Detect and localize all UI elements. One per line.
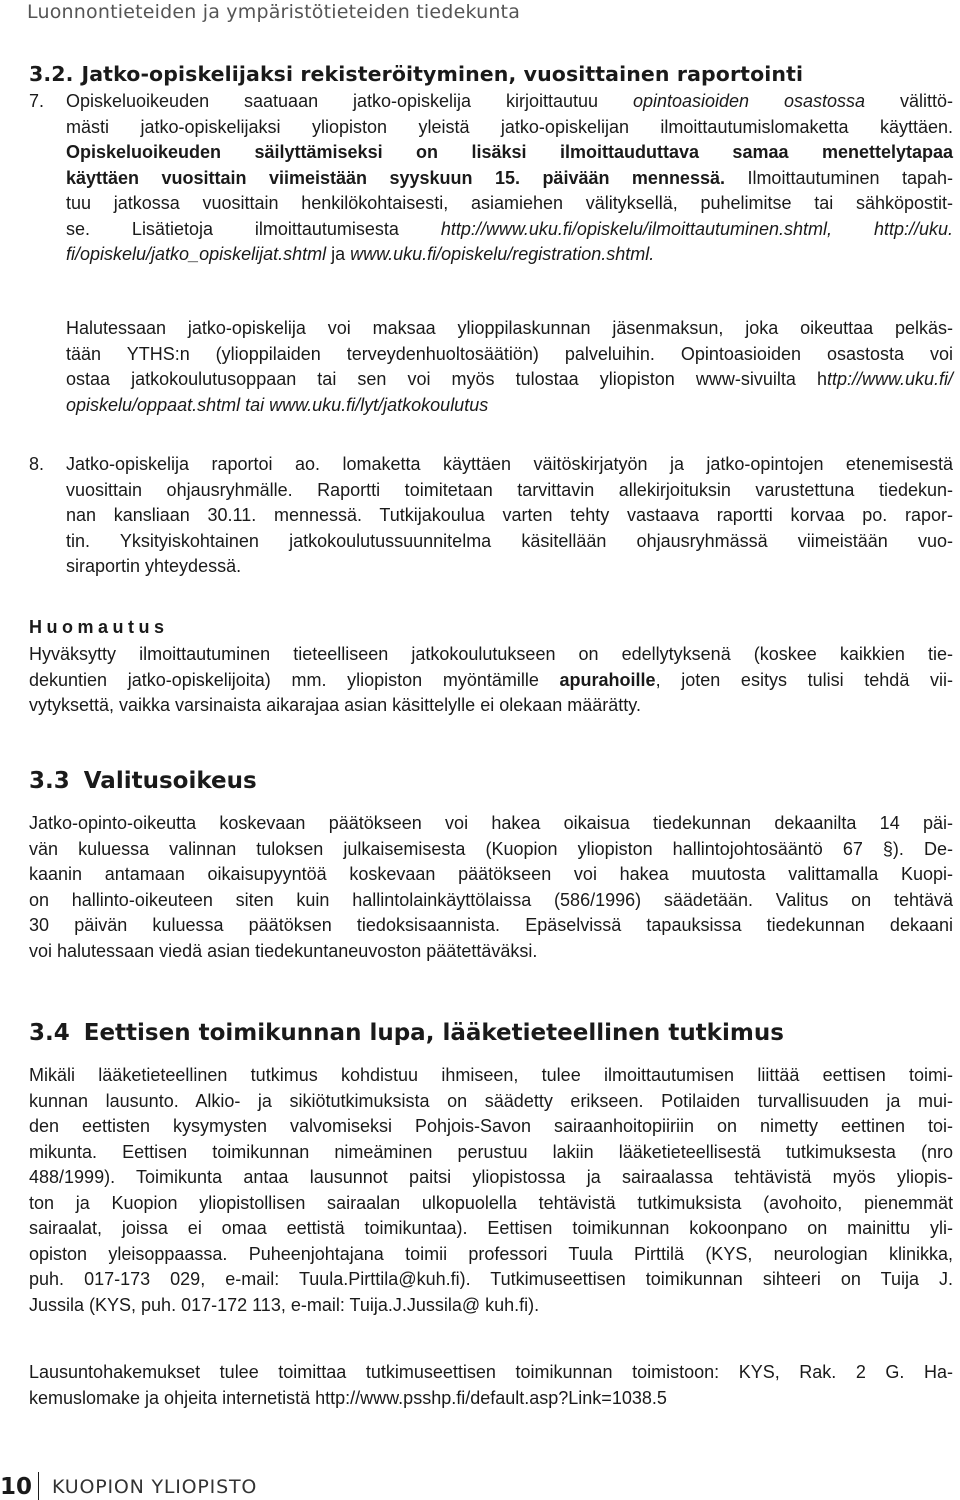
text-run: Hyväksytty ilmoittautuminen tieteelliseen jatkokoulutukseen on edellytyksenä (koskee kaikkien tie- bbox=[29, 644, 953, 664]
text-run: Jatko-opiskelija raportoi ao. lomaketta käyttäen väitöskirjatyön ja jatko-opintojen etenemisestä bbox=[66, 454, 953, 474]
list-item-text bbox=[66, 452, 953, 580]
text-run: ton ja Kuopion yliopistollisen sairaalan ulkopuolella tehtävistä tutkimuksista (avohoito, pienemmät bbox=[29, 1192, 953, 1213]
text-run: Ilmoittautuminen tapah- bbox=[724, 167, 953, 188]
list-number: 7. bbox=[29, 91, 45, 111]
text-run: ja bbox=[326, 244, 351, 264]
text-run: kunnan lausunto. Alkio- ja sikiötutkimuksista on säädetty erikseen. Potilaiden turvallisuuden ja mui- bbox=[29, 1090, 953, 1111]
text-run: http://www.uku.fi/opiskelu/ilmoittautuminen.shtml, http://uku. bbox=[440, 218, 954, 239]
text-line bbox=[66, 140, 953, 166]
text-run: Jatko-opinto-oikeutta koskevaan päätökseen voi hakea oikaisua tiedekunnan dekaanilta 14 päi- bbox=[29, 813, 953, 833]
text-line bbox=[29, 1191, 953, 1217]
text-run: voi halutessaan viedä asian tiedekuntaneuvoston päätettäväksi. bbox=[29, 940, 538, 961]
section-heading-3-3 bbox=[29, 768, 257, 794]
text-run: den eettisten kysymysten valvomiseksi Pohjois-Savon sairaanhoitopiiriin on nimetty eettinen toi- bbox=[29, 1116, 953, 1136]
text-run: opintoasioiden osastossa bbox=[632, 91, 866, 111]
section-heading-3-2 bbox=[29, 62, 803, 86]
text-line bbox=[66, 217, 953, 243]
text-line bbox=[29, 913, 953, 939]
text-line bbox=[66, 452, 953, 478]
list-item-7 bbox=[29, 89, 953, 268]
section-3-4-text bbox=[29, 1063, 953, 1318]
text-line bbox=[29, 1089, 953, 1115]
note-text bbox=[29, 642, 953, 719]
text-run: tin. Yksityiskohtainen jatkokoulutussuunnitelma käsitellään ohjausryhmässä viimeistään vuo- bbox=[66, 530, 953, 551]
text-line bbox=[66, 529, 953, 555]
footer-divider bbox=[38, 1472, 39, 1500]
text-run: tuu jatkossa vuosittain henkilökohtaisesti, asiamiehen välityksellä, puhelimitse tai sähköpostit- bbox=[66, 193, 953, 213]
text-line bbox=[29, 862, 953, 888]
text-run: sairaalat, joissa ei omaa eettistä toimikuntaa). Eettisen toimikunnan kokoonpano on mainittu yli- bbox=[29, 1218, 953, 1238]
text-run: mikunta. Eettisen toimikunnan nimeäminen perustuu lakiin lääketieteellisestä tutkimuksesta (nro bbox=[29, 1141, 953, 1162]
text-line bbox=[66, 503, 953, 529]
text-line bbox=[66, 367, 953, 393]
page-number: 10 bbox=[0, 1474, 33, 1500]
text-line bbox=[29, 1242, 953, 1268]
text-line bbox=[29, 642, 953, 668]
text-run: www.uku.fi/opiskelu/registration.shtml. bbox=[350, 244, 655, 264]
section-3-3-text bbox=[29, 811, 953, 964]
text-run: siraportin yhteydessä. bbox=[66, 556, 242, 576]
text-run: mästi jatko-opiskelijaksi yliopiston yleistä jatko-opiskelijan ilmoittautumislomaketta käyttäen. bbox=[66, 116, 953, 137]
text-line bbox=[29, 1293, 953, 1319]
text-run: välittö- bbox=[865, 91, 953, 111]
text-line bbox=[66, 191, 953, 217]
text-line bbox=[29, 1063, 953, 1089]
text-run: se. Lisätietoja ilmoittautumisesta bbox=[66, 218, 441, 239]
text-line bbox=[66, 478, 953, 504]
section-number: 3.3 bbox=[29, 768, 70, 794]
section-3-4-text-2 bbox=[29, 1360, 953, 1411]
text-run: tään YTHS:n (ylioppilaiden terveydenhuoltosäätiön) palveluihin. Opintoasioiden osastosta voi bbox=[66, 343, 953, 364]
text-run: ostaa jatkokoulutusoppaan tai sen voi myös tulostaa yliopiston www-sivuilta h bbox=[66, 369, 827, 389]
list-item-8 bbox=[29, 452, 953, 580]
text-run: käyttäen vuosittain viimeistään syyskuun 15. päivään mennessä. bbox=[66, 167, 725, 188]
text-run: Opiskeluoikeuden säilyttämiseksi on lisäksi ilmoittauduttava samaa menettelytapaa bbox=[66, 142, 953, 162]
text-run: 488/1999). Toimikunta antaa lausunnot paitsi yliopistossa ja sairaalassa tehtävistä myös yliopis- bbox=[29, 1167, 953, 1187]
text-run: Mikäli lääketieteellinen tutkimus kohdistuu ihmiseen, tulee ilmoittautumisen liittää eettisen toimi- bbox=[29, 1065, 953, 1085]
text-line bbox=[29, 1386, 953, 1412]
section-title: Valitusoikeus bbox=[83, 768, 257, 794]
text-line bbox=[29, 939, 953, 965]
note-title: Huomautus bbox=[29, 617, 169, 637]
text-run: dekuntien jatko-opiskelijoita) mm. yliopiston myöntämille bbox=[29, 669, 560, 690]
text-run: Lausuntohakemukset tulee toimittaa tutkimuseettisen toimikunnan toimistoon: KYS, Rak. 2 G. Ha- bbox=[29, 1362, 953, 1382]
text-run: kemuslomake ja ohjeita internetistä http://www.psshp.fi/default.asp?Link=1038.5 bbox=[29, 1387, 667, 1408]
text-run: 30 päivän kuluessa päätöksen tiedoksisaannista. Epäselvissä tapauksissa tiedekunnan dekaani bbox=[29, 915, 953, 935]
footer-title: KUOPION YLIOPISTO bbox=[52, 1476, 258, 1498]
section-heading-3-4 bbox=[29, 1020, 784, 1046]
section-number: 3.2. bbox=[29, 62, 74, 86]
text-line bbox=[29, 668, 953, 694]
paragraph-student-union bbox=[66, 316, 953, 418]
text-line bbox=[29, 1267, 953, 1293]
text-run: opiston yleisoppaassa. Puheenjohtajana toimii professori Tuula Pirttilä (KYS, neurologian klinikka, bbox=[29, 1243, 953, 1264]
text-line bbox=[29, 1114, 953, 1140]
text-run: vän kuluessa valinnan tuloksen julkaisemisesta (Kuopion yliopiston hallintojohtosääntö 67 §). De- bbox=[29, 838, 953, 859]
section-title: Jatko-opiskelijaksi rekisteröityminen, vuosittainen raportointi bbox=[81, 62, 804, 86]
text-line bbox=[66, 316, 953, 342]
text-run: kaanin antamaan oikaisupyyntöä koskevaan päätökseen voi hakea muutosta valittamalla Kuopi- bbox=[29, 864, 953, 884]
text-run: opiskelu/oppaat.shtml tai www.uku.fi/lyt/jatkokoulutus bbox=[66, 394, 489, 415]
text-run: , joten esitys tulisi tehdä vii- bbox=[655, 669, 953, 690]
text-run: Halutessaan jatko-opiskelija voi maksaa ylioppilaskunnan jäsenmaksun, joka oikeuttaa pelkäs- bbox=[66, 318, 953, 338]
section-number: 3.4 bbox=[29, 1020, 70, 1046]
text-run: nan kansliaan 30.11. mennessä. Tutkijakoulua varten tehty vastaava raportti korvaa po. rapor- bbox=[66, 505, 953, 525]
text-run: vuosittain ohjausryhmälle. Raportti toimitetaan tarvittavin allekirjoituksin varustettuna tiedekun- bbox=[66, 479, 953, 500]
text-line bbox=[66, 89, 953, 115]
list-item-text bbox=[66, 89, 953, 268]
text-line bbox=[66, 242, 953, 268]
section-title: Eettisen toimikunnan lupa, lääketieteellinen tutkimus bbox=[83, 1020, 784, 1046]
page-header: Luonnontieteiden ja ympäristötieteiden tiedekunta bbox=[27, 1, 521, 23]
text-line bbox=[66, 554, 953, 580]
text-line bbox=[29, 811, 953, 837]
text-run: Opiskeluoikeuden saatuaan jatko-opiskelija kirjoittautuu bbox=[66, 91, 633, 111]
text-line bbox=[29, 888, 953, 914]
text-run: Jussila (KYS, puh. 017-172 113, e-mail: Tuija.J.Jussila@ kuh.fi). bbox=[29, 1294, 540, 1315]
text-run: vytyksettä, vaikka varsinaista aikarajaa asian käsittelylle ei olekaan määrätty. bbox=[29, 695, 641, 715]
text-run: puh. 017-173 029, e-mail: Tuula.Pirttila@kuh.fi). Tutkimuseettisen toimikunnan sihteeri on Tuija J. bbox=[29, 1269, 953, 1289]
text-line bbox=[66, 393, 953, 419]
text-run: ttp://www.uku.fi/ bbox=[826, 369, 953, 389]
text-run: fi/opiskelu/jatko_opiskelijat.shtml bbox=[66, 244, 327, 264]
text-line bbox=[66, 115, 953, 141]
text-line bbox=[29, 837, 953, 863]
list-number: 8. bbox=[29, 454, 45, 474]
text-run: apurahoille bbox=[559, 669, 656, 690]
text-line bbox=[29, 1140, 953, 1166]
page-footer bbox=[0, 1472, 400, 1500]
text-line bbox=[29, 693, 953, 719]
text-line bbox=[29, 1216, 953, 1242]
text-run: on hallinto-oikeuteen siten kuin hallintolainkäyttölaissa (586/1996) säädetään. Valitus on tehtävä bbox=[29, 889, 953, 910]
text-line bbox=[29, 1360, 953, 1386]
text-line bbox=[66, 166, 953, 192]
text-line bbox=[29, 1165, 953, 1191]
text-line bbox=[66, 342, 953, 368]
